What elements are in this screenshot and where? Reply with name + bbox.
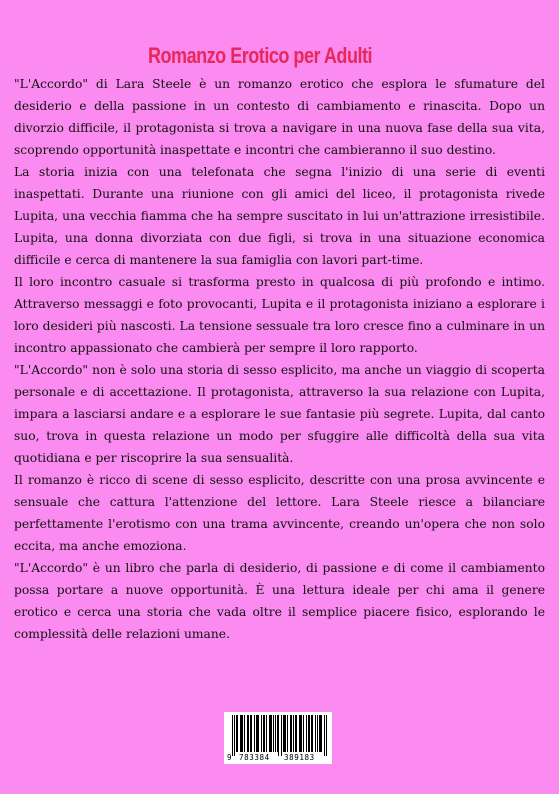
- barcode-bar: [261, 715, 262, 752]
- barcode-bar: [317, 715, 318, 752]
- barcode-bar: [251, 715, 252, 752]
- barcode-bar: [273, 715, 274, 752]
- barcode-bar: [256, 715, 257, 752]
- barcode-bar: [250, 715, 251, 752]
- barcode-digit-group-right: 389183: [284, 753, 315, 762]
- barcode-bar: [242, 715, 243, 752]
- barcode-bar: [319, 715, 320, 752]
- barcode-bar: [291, 715, 292, 752]
- barcode-bar: [266, 715, 267, 752]
- barcode-bar: [234, 715, 235, 756]
- barcode-bar: [269, 715, 270, 752]
- barcode-bar: [240, 715, 241, 752]
- barcode-bar: [232, 715, 233, 756]
- barcode-bar: [244, 715, 245, 752]
- barcode-bar: [241, 715, 242, 752]
- barcode-bar: [306, 715, 307, 752]
- barcode-bar: [287, 715, 288, 752]
- barcode-digit-group-left: 783384: [239, 753, 270, 762]
- barcode-bar: [271, 715, 272, 752]
- barcode-bar: [284, 715, 285, 752]
- synopsis-paragraph: "L'Accordo" è un libro che parla di desiderio, di passione e di come il cambiamento possa portare a nuove opportunità. È una lettura ideale per chi ama il genere erotico e cerca una storia che vada oltre il semplice piacere fisico, esplorando le complessità delle relazioni umane.: [14, 561, 545, 641]
- synopsis-paragraph: "L'Accordo" di Lara Steele è un romanzo erotico che esplora le sfumature del desiderio e della passione in un contesto di cambiamento e rinascita. Dopo un divorzio difficile, il protagonista si trova a navigare in una nuova fase della sua vita, scoprendo opportunità inaspettate e incontri che cambieranno il suo destino.: [14, 77, 545, 157]
- synopsis-paragraph: "L'Accordo" non è solo una storia di sesso esplicito, ma anche un viaggio di scoperta personale e di accettazione. Il protagonista, attraverso la sua relazione con Lupita, impara a lasciarsi andare e a esplorare le sue fantasie più segrete. Lupita, dal canto suo, trova in questa relazione un modo per sfuggire alle difficoltà della sua vita quotidiana e per riscoprire la sua sensualità.: [14, 363, 545, 465]
- isbn-barcode: [224, 712, 332, 764]
- synopsis-paragraph: Il romanzo è ricco di scene di sesso esplicito, descritte con una prosa avvincente e sensuale che cattura l'attenzione del lettore. Lara Steele riesce a bilanciare perfettamente l'erotismo con una trama avvincente, creando un'opera che non solo eccita, ma anche emoziona.: [14, 473, 545, 553]
- barcode-bar: [296, 715, 297, 752]
- barcode-bar: [303, 715, 304, 752]
- barcode-bar: [283, 715, 284, 752]
- barcode-bar: [309, 715, 310, 752]
- barcode-bar: [254, 715, 255, 752]
- synopsis: [14, 73, 545, 645]
- barcode-bar: [312, 715, 313, 752]
- barcode-bar: [237, 715, 238, 752]
- barcode-bar: [293, 715, 294, 752]
- barcode-bar: [295, 715, 296, 752]
- barcode-bar: [278, 715, 279, 756]
- barcode-bar: [281, 715, 282, 756]
- barcode-bar: [275, 715, 276, 752]
- barcode-bar: [264, 715, 265, 752]
- barcode-digit-first: 9: [227, 753, 232, 762]
- barcode-bar: [285, 715, 286, 752]
- barcode-bar: [308, 715, 309, 752]
- barcode-digits: [224, 752, 332, 763]
- barcode-bar: [299, 715, 300, 752]
- barcode-bar: [315, 715, 316, 752]
- barcode-bar: [301, 715, 302, 752]
- barcode-bar: [270, 715, 271, 752]
- synopsis-paragraph: La storia inizia con una telefonata che segna l'inizio di una serie di eventi inaspettati. Durante una riunione con gli amici del liceo, il protagonista rivede Lupita, una vecchia fiamma che ha sempre suscitato in lui un'attrazione irresistibile. Lupita, una donna divorziata con due figli, si trova in una situazione economica difficile e cerca di mantenere la sua famiglia con lavori part-time.: [14, 165, 545, 267]
- barcode-bar: [326, 715, 327, 756]
- barcode-bar: [290, 715, 291, 752]
- barcode-bar: [300, 715, 301, 752]
- barcode-bar: [257, 715, 258, 752]
- barcode-bar: [311, 715, 312, 752]
- barcode-bar: [247, 715, 248, 752]
- barcode-bar: [324, 715, 325, 756]
- barcode-bar: [321, 715, 322, 752]
- barcode-bar: [258, 715, 259, 752]
- barcode-bar: [277, 715, 278, 752]
- cover-title: Romanzo Erotico per Adulti: [147, 42, 373, 68]
- synopsis-paragraph: Il loro incontro casuale si trasforma presto in qualcosa di più profondo e intimo. Attraverso messaggi e foto provocanti, Lupita e il protagonista iniziano a esplorare i loro desideri più nascosti. La tensione sessuale tra loro cresce fino a culminare in un incontro appassionato che cambierà per sempre il loro rapporto.: [14, 275, 545, 355]
- barcode-bar: [320, 715, 321, 752]
- barcode-bar: [248, 715, 249, 752]
- barcode-bar: [236, 715, 237, 752]
- barcode-bar: [263, 715, 264, 752]
